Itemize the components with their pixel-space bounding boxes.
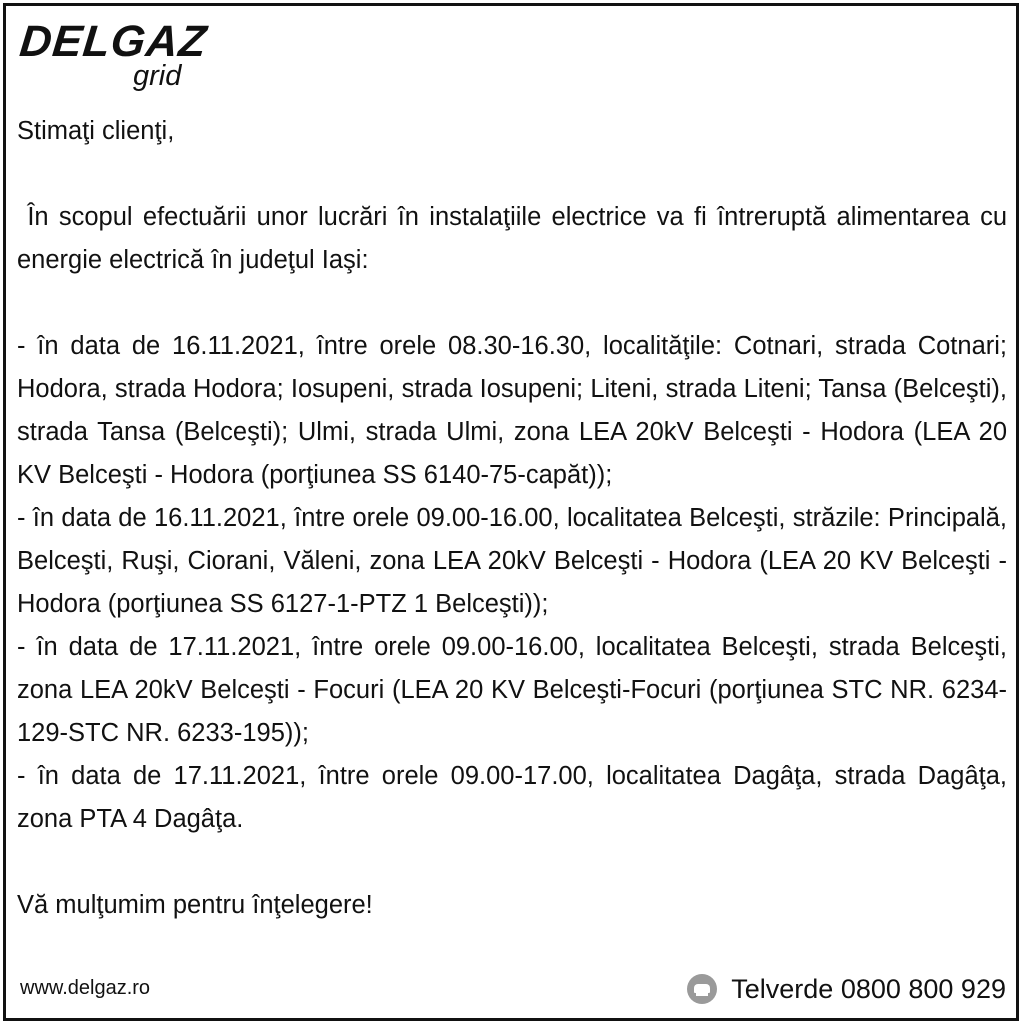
delgaz-grid-logo	[17, 17, 220, 98]
outage-item: - în data de 16.11.2021, între orele 08.30-16.30, localităţile: Cotnari, strada Cotnari; Hodora, strada Hodora; Iosupeni, strada Iosupeni; Liteni, strada Liteni; Tansa (Belceşti), strada Tansa (Belceşti); Ulmi, strada Ulmi, zona LEA 20kV Belceşti - Hodora (LEA 20 KV Belceşti - Hodora (porţiunea SS 6140-75-capăt));	[17, 332, 1007, 489]
telephone-icon	[687, 974, 717, 1004]
outage-item: - în data de 16.11.2021, între orele 09.00-16.00, localitatea Belceşti, străzile: Principală, Belceşti, Ruşi, Ciorani, Văleni, zona LEA 20kV Belceşti - Hodora (LEA 20 KV Belceşti - Hodora (porţiunea SS 6127-1-PTZ 1 Belceşti));	[17, 504, 1007, 618]
logo-sub: grid	[133, 60, 182, 92]
greeting: Stimaţi clienţi,	[17, 117, 175, 145]
spacer	[17, 841, 1007, 884]
intro-paragraph: În scopul efectuării unor lucrări în instalaţiile electrice va fi întreruptă alimentarea cu energie electrică în judeţul Iaşi:	[17, 203, 1015, 274]
phone-contact	[687, 972, 1006, 1006]
notice-body	[17, 110, 1015, 927]
spacer	[17, 282, 1007, 325]
outage-item: - în data de 17.11.2021, între orele 09.00-16.00, localitatea Belceşti, strada Belceşti, zona LEA 20kV Belceşti - Focuri (LEA 20 KV Belceşti-Focuri (porţiunea STC NR. 6234-129-STC NR. 6233-195));	[17, 633, 1007, 747]
closing-text: Vă mulţumim pentru înţelegere!	[17, 891, 373, 919]
spacer	[17, 153, 1007, 196]
logo-brand: DELGAZ	[17, 17, 210, 66]
website-link[interactable]: www.delgaz.ro	[20, 977, 151, 999]
phone-number: Telverde 0800 800 929	[731, 974, 1006, 1004]
outage-item: - în data de 17.11.2021, între orele 09.00-17.00, localitatea Dagâţa, strada Dagâţa, zona PTA 4 Dagâţa.	[17, 762, 1007, 833]
